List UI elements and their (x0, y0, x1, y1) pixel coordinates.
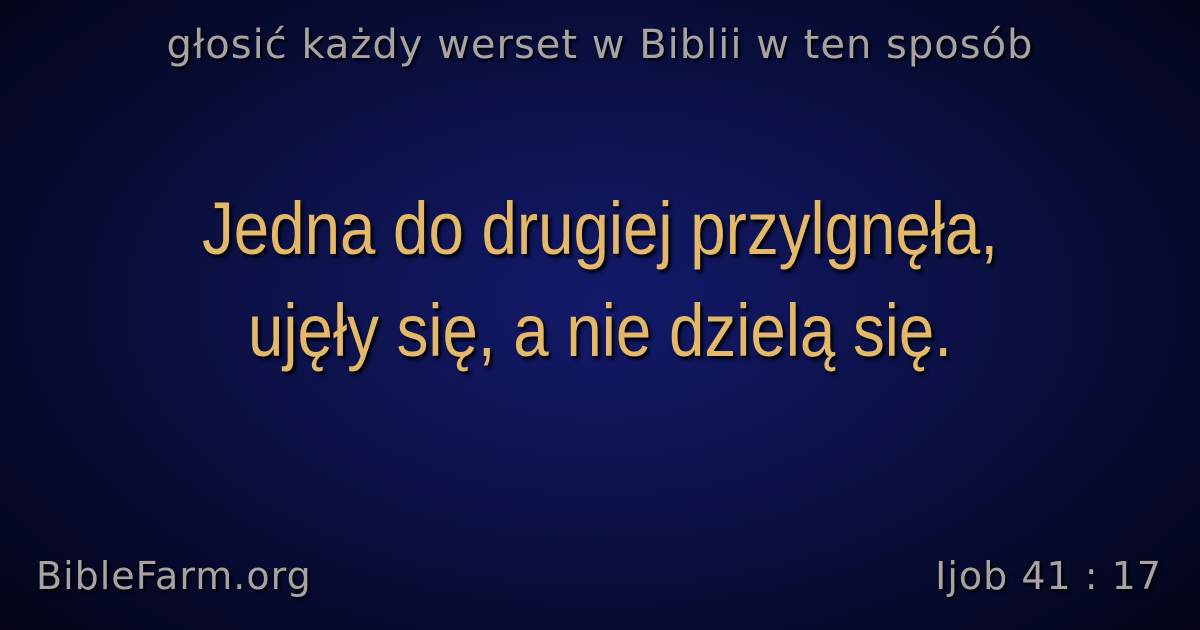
verse-line: ujęły się, a nie dzielą się. (248, 289, 952, 372)
site-name: BibleFarm.org (36, 554, 312, 598)
verse-line: Jedna do drugiej przylgnęła, (201, 187, 999, 270)
verse-reference: Ijob 41 : 17 (935, 554, 1162, 598)
tagline: głosić każdy werset w Biblii w ten sposób (166, 22, 1034, 68)
verse-text (110, 178, 1090, 382)
